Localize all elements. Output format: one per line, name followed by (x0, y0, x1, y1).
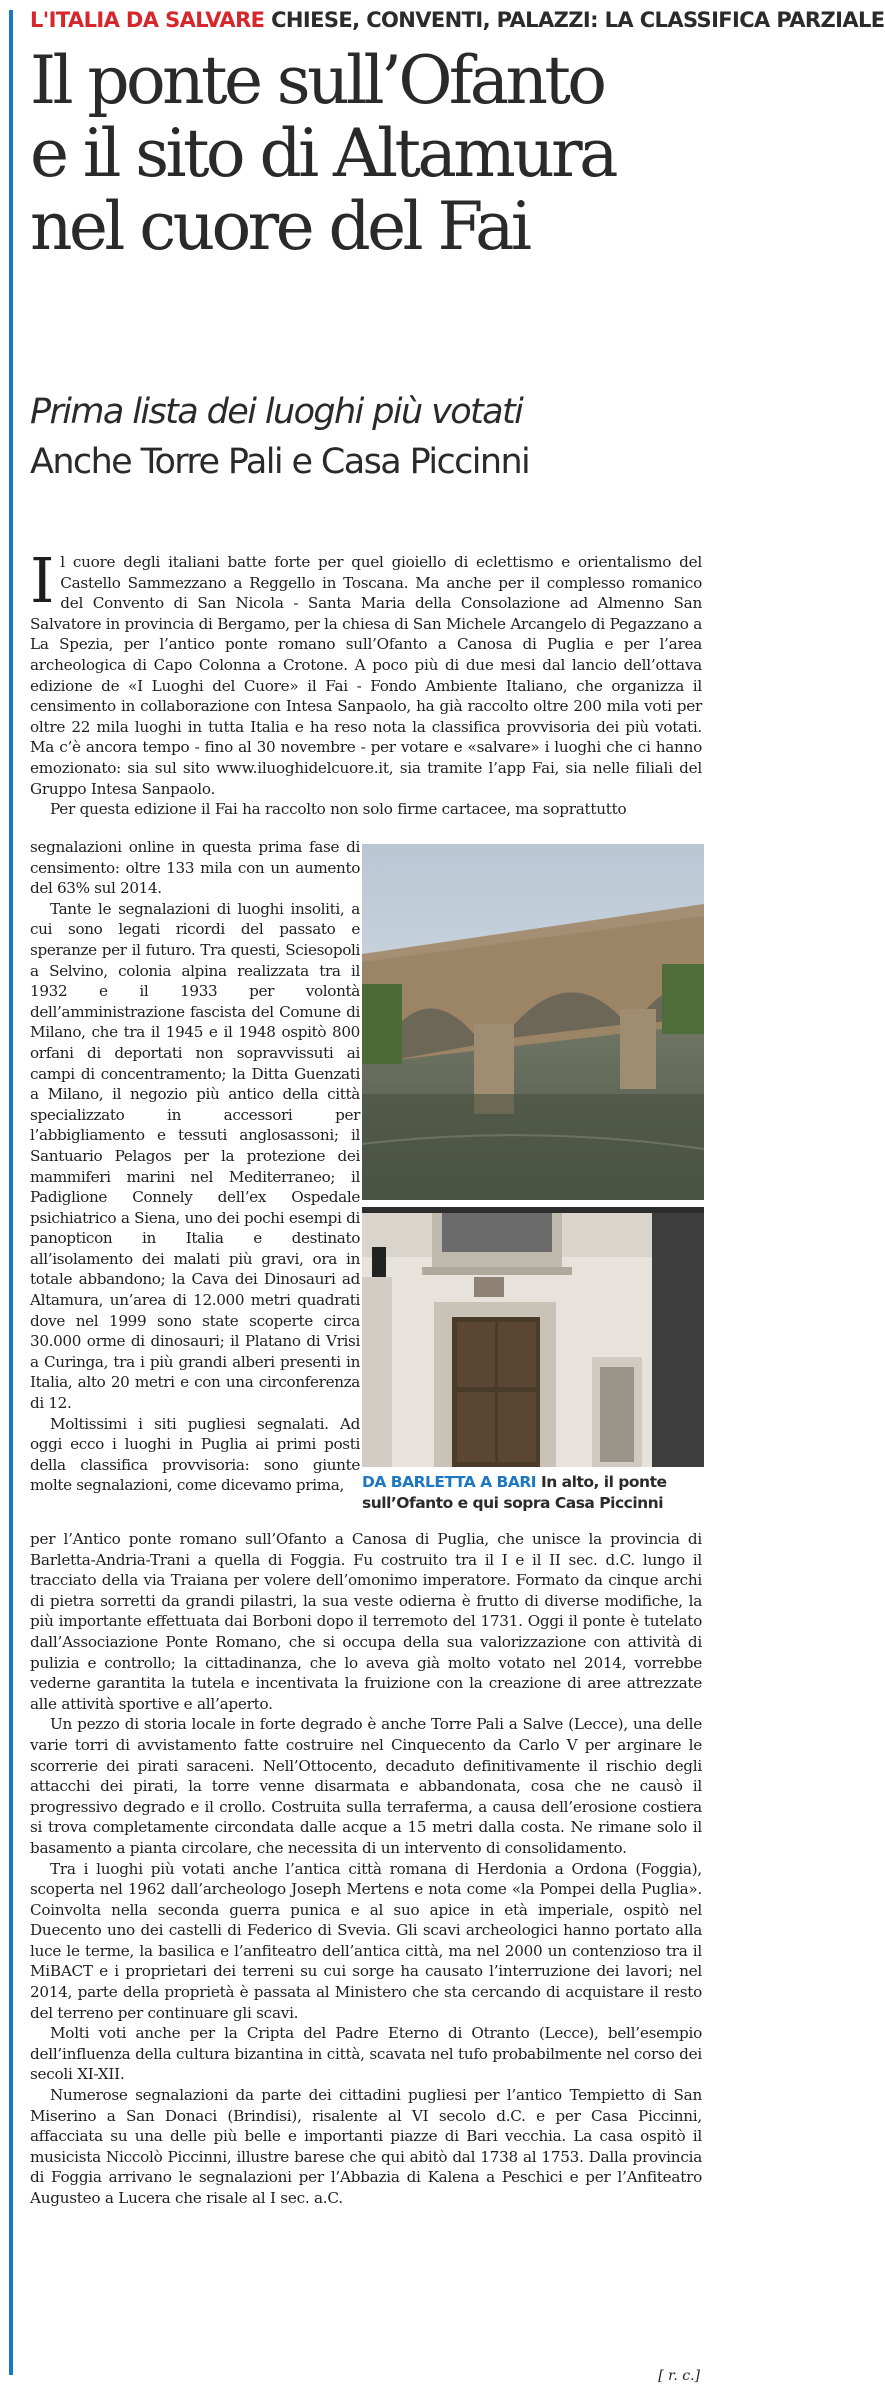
headline-line-3: nel cuore del Fai (30, 188, 529, 265)
article-column (30, 837, 360, 1496)
paragraph-5: Un pezzo di storia locale in forte degrado è anche Torre Pali a Salve (Lecce), una delle varie torri di avvistamento fatte costruire nel Cinquecento da Carlo V per arginare le scorrerie dei pirati saraceni. Nell’Ottocento, decaduto definitivamente il rischio degli attacchi dei pirati, la torre venne disarmata e abbandonata, cosa che ne causò il progressivo degrado e il crollo. Costruita sulla terraferma, a causa dell’erosione costiera si trova completamente circondata dalle acque a 15 metri dalla costa. Ne rimane solo il basamento a pianta circolare, che necessita di un intervento di consolidamento. (30, 1715, 702, 1857)
paragraph-3: Tante le segnalazioni di luoghi insoliti, a cui sono legati ricordi del passato e speranze per il futuro. Tra questi, Sciesopoli a Selvino, colonia alpina realizzata tra il 1932 e il 1933 per volontà dell’amministrazione fascista del Comune di Milano, che tra il 1945 e il 1948 ospitò 800 orfani di deportati non sopravvissuti ai campi di concentramento; la Ditta Guenzati a Milano, il negozio più antico della città specializzato in accessori per l’abbigliamento e tessuti anglosassoni; il Santuario Pelagos per la protezione dei mammiferi marini nel Mediterraneo; il Padiglione Connely dell’ex Ospedale psichiatrico a Siena, uno dei pochi esempi di panopticon in Italia e destinato all’isolamento dei malati più gravi, ora in totale abbandono; la Cava dei Dinosauri ad Altamura, un’area di 12.000 metri quadrati dove nel 1999 sono state scoperte circa 30.000 orme di dinosauri; il Platano di Vrisi a Curinga, tra i più grandi alberi presenti in Italia, alto 20 metri e con una circonferenza di 12. (30, 899, 360, 1413)
headline-line-1: Il ponte sull’Ofanto (30, 42, 604, 119)
headline-line-2: e il sito di Altamura (30, 115, 615, 192)
caption-text: In alto, il ponte sull’Ofanto e qui sopra Casa Piccinni (362, 1473, 667, 1512)
paragraph-2-end: segnalazioni online in questa prima fase di censimento: oltre 133 mila con un aumento del 63% sul 2014. (30, 838, 360, 898)
subheadline-line-2: Anche Torre Pali e Casa Piccinni (30, 442, 530, 482)
drop-cap: I (30, 544, 55, 617)
article-continuation (30, 1529, 702, 2209)
building-illustration (362, 1207, 704, 1467)
kicker-topic: CHIESE, CONVENTI, PALAZZI: LA CLASSIFICA PARZIALE (271, 8, 885, 32)
paragraph-4-start: Moltissimi i siti pugliesi segnalati. Ad oggi ecco i luoghi in Puglia ai primi posti della classifica provvisoria: sono giunte molte segnalazioni, come dicevamo prima, (30, 1414, 360, 1495)
paragraph-8: Numerose segnalazioni da parte dei cittadini pugliesi per l’antico Tempietto di San Miserino a San Donaci (Brindisi), risalente al VI secolo d.C. e per Casa Piccinni, affacciata su una delle più belle e importanti piazze di Bari vecchia. La casa ospitò il musicista Niccolò Piccinni, illustre barese che qui abitò dal 1738 al 1753. Dalla provincia di Foggia arrivano le segnalazioni per l’Abbazia di Kalena a Peschici e per l’Anfiteatro Augusteo a Lucera che risale al I sec. a.C. (30, 2086, 702, 2207)
headline (30, 44, 710, 263)
caption-lead: DA BARLETTA A BARI (362, 1473, 537, 1491)
paragraph-1-text: l cuore degli italiani batte forte per quel gioiello di eclettismo e orientalismo del Castello Sammezzano a Reggello in Toscana. Ma anche per il complesso romanico del Convento di San Nicola - Santa Maria della Consolazione ad Almenno San Salvatore in provincia di Bergamo, per la chiesa di San Michele Arcangelo di Pegazzano a La Spezia, per l’antico ponte romano sull’Ofanto a Canosa di Puglia e per l’area archeologica di Capo Colonna a Crotone. A poco più di due mesi dal lancio dell’ottava edizione de «I Luoghi del Cuore» il Fai - Fondo Ambiente Italiano, che organizza il censimento in collaborazione con Intesa Sanpaolo, ha già raccolto oltre 200 mila voti per oltre 22 mila luoghi in tutta Italia e ha reso nota la classifica provvisoria dei più votati. Ma c’è ancora tempo - fino al 30 novembre - per votare e «salvare» i luoghi che ci hanno emozionato: sia sul sito www.iluoghidelcuore.it, sia tramite l’app Fai, sia nelle filiali del Gruppo Intesa Sanpaolo. (30, 553, 702, 798)
bridge-illustration (362, 844, 704, 1200)
kicker-section: L'ITALIA DA SALVARE (30, 8, 265, 32)
paragraph-6: Tra i luoghi più votati anche l’antica città romana di Herdonia a Ordona (Foggia), scoperta nel 1962 dall’archeologo Joseph Mertens e nota come «la Pompei della Puglia». Coinvolta nella seconda guerra punica e al suo apice in età imperiale, ospitò nel Duecento uno dei castelli di Federico di Svevia. Gli scavi archeologici hanno portato alla luce le terme, la basilica e l’anfiteatro dell’antica città, ma nel 2000 un contenzioso tra il MiBACT e i proprietari dei terreni su cui sorge ha causato l’interruzione dei lavori; nel 2014, parte della proprietà è passata al Ministero che sta cercando di acquistare il resto del terreno per continuare gli scavi. (30, 1859, 702, 2022)
article-intro (30, 544, 702, 820)
subheadline-line-1: Prima lista dei luoghi più votati (30, 392, 523, 432)
photo-caption (362, 1472, 706, 1514)
photo-ponte-ofanto (362, 844, 704, 1200)
paragraph-2-start: Per questa edizione il Fai ha raccolto non solo firme cartacee, ma soprattutto (50, 800, 627, 819)
left-blue-rule (9, 10, 13, 2375)
subheadline (30, 387, 710, 487)
paragraph-1 (30, 544, 702, 799)
kicker (30, 8, 885, 32)
photo-casa-piccinni (362, 1207, 704, 1467)
author-signature: [ r. c.] (658, 2368, 700, 2384)
paragraph-4-end: per l’Antico ponte romano sull’Ofanto a Canosa di Puglia, che unisce la provincia di Barletta-Andria-Trani a quella di Foggia. Fu costruito tra il I e il II sec. d.C. lungo il tracciato della via Traiana per volere dell’omonimo imperatore. Formato da cinque archi di pietra sorretti da grandi pilastri, la sua veste odierna è frutto di diverse modifiche, la più importante effettuata dai Borboni dopo il terremoto del 1731. Oggi il ponte è tutelato dall’Associazione Ponte Romano, che si occupa della sua valorizzazione con attività di pulizia e controllo; la cittadinanza, che lo aveva già molto votato nel 2014, vorrebbe vederne garantita la tutela e incentivata la fruizione con la creazione di aree attrezzate alle attività sportive e all’aperto. (30, 1530, 702, 1713)
paragraph-7: Molti voti anche per la Cripta del Padre Eterno di Otranto (Lecce), bell’esempio dell’influenza della cultura bizantina in città, scavata nel tufo probabilmente nel corso dei secoli XI-XII. (30, 2024, 702, 2084)
